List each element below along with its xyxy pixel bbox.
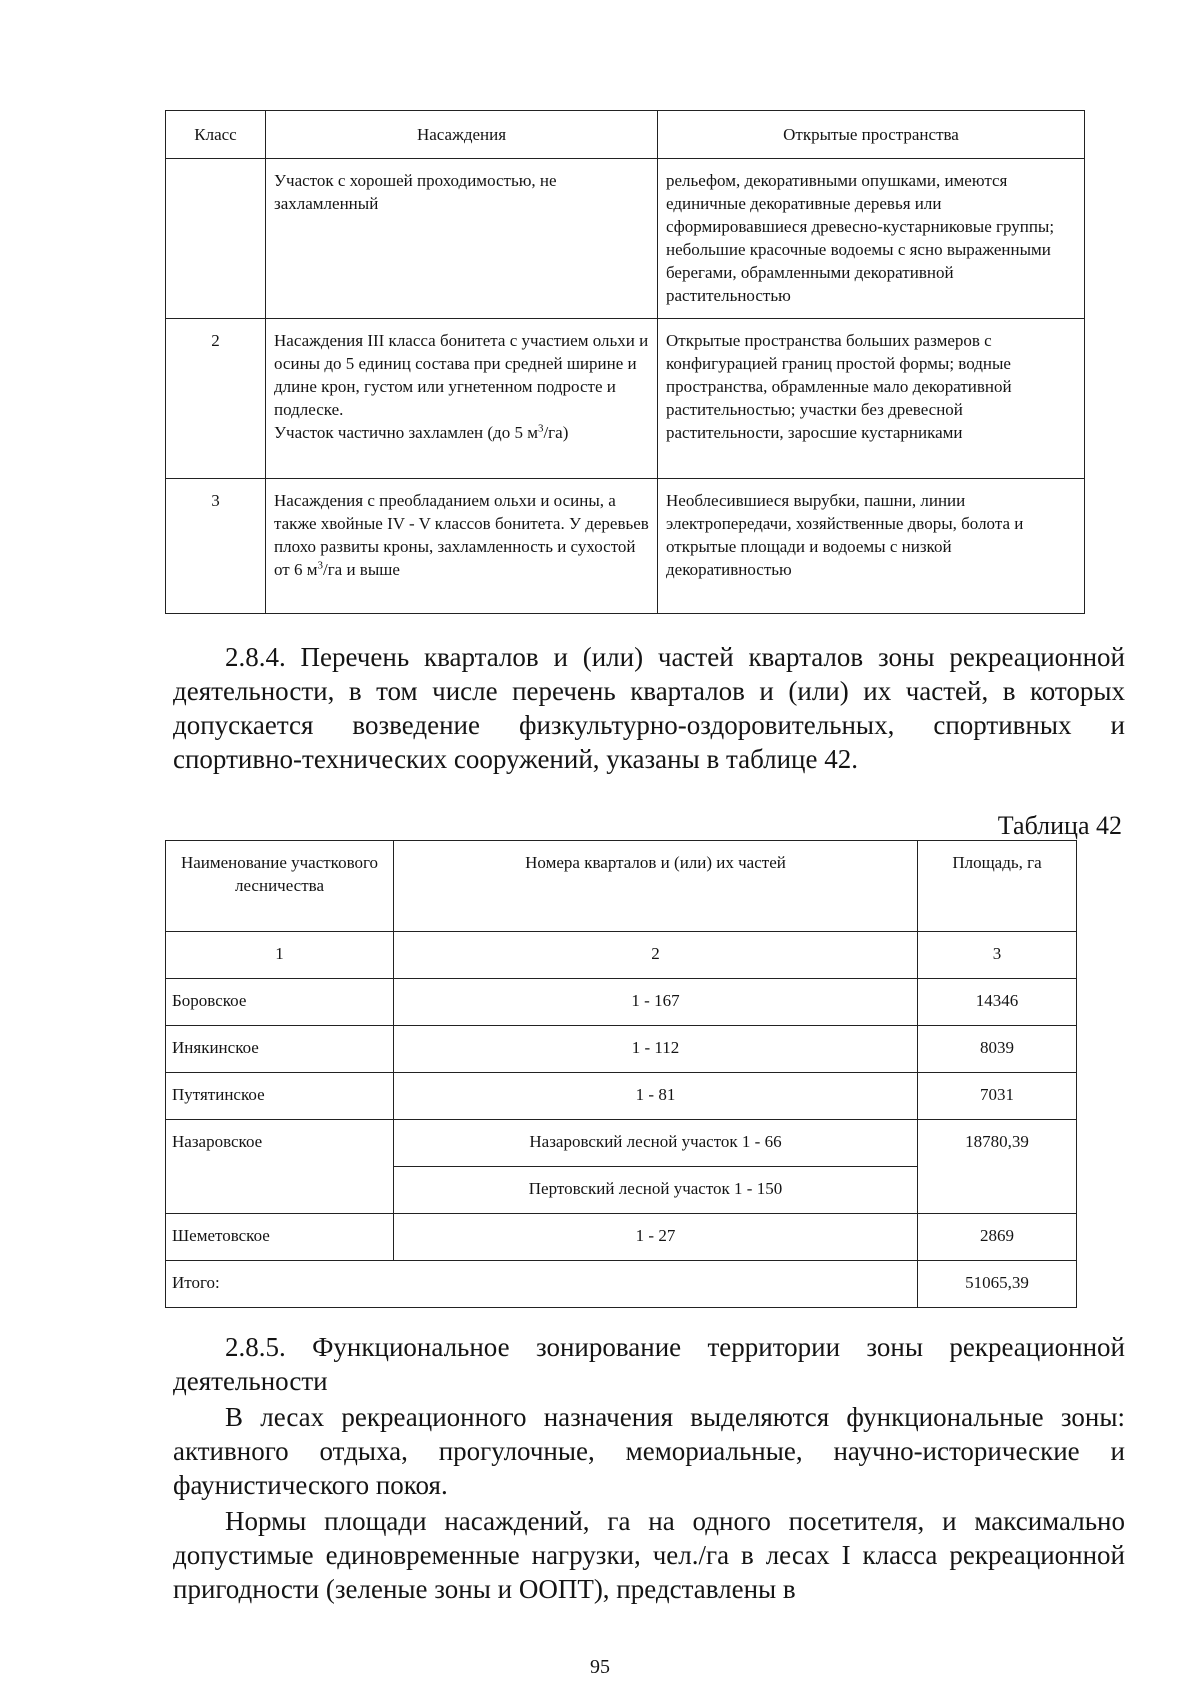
forestry-name: Боровское bbox=[166, 979, 394, 1026]
quarters: Назаровский лесной участок 1 - 66 bbox=[394, 1120, 918, 1167]
page-number: 95 bbox=[590, 1656, 610, 1678]
area: 14346 bbox=[918, 979, 1077, 1026]
open-spaces-cell: рельефом, декоративными опушками, имеются единичные декоративные деревья или сформировавшиеся древесно-кустарниковые группы; небольшие красочные водоемы с ясно выраженными берегами, обрамленными декоративной растительностью bbox=[658, 159, 1085, 319]
area: 7031 bbox=[918, 1073, 1077, 1120]
table-row bbox=[166, 1026, 1077, 1073]
table-row bbox=[166, 479, 1085, 614]
plantings-text: Участок частично захламлен (до 5 м bbox=[274, 423, 538, 442]
table-row bbox=[166, 1073, 1077, 1120]
forestry-name: Шеметовское bbox=[166, 1214, 394, 1261]
header-open-spaces: Открытые пространства bbox=[658, 111, 1085, 159]
table-header-row bbox=[166, 841, 1077, 932]
table-caption: Таблица 42 bbox=[997, 811, 1122, 840]
column-number: 3 bbox=[918, 932, 1077, 979]
plantings-cell bbox=[266, 319, 658, 479]
total-area: 51065,39 bbox=[918, 1261, 1077, 1308]
norms-paragraph: Нормы площади насаждений, га на одного посетителя, и максимально допустимые единовременные нагрузки, чел./га в лесах I класса рекреационной пригодности (зеленые зоны и ООПТ), представлены в bbox=[173, 1506, 1125, 1604]
table-row bbox=[166, 1120, 1077, 1167]
class-cell bbox=[166, 159, 266, 319]
header-class: Класс bbox=[166, 111, 266, 159]
class-cell: 2 bbox=[166, 319, 266, 479]
header-quarter-numbers: Номера кварталов и (или) их частей bbox=[394, 841, 918, 932]
quarters: 1 - 167 bbox=[394, 979, 918, 1026]
area: 2869 bbox=[918, 1214, 1077, 1261]
table-row bbox=[166, 319, 1085, 479]
plantings-text: Насаждения III класса бонитета с участием ольхи и осины до 5 единиц состава при средней ширине и длине крон, густом или угнетенном подросте и подлеске. bbox=[274, 331, 649, 419]
forestry-name: Инякинское bbox=[166, 1026, 394, 1073]
class-table bbox=[165, 110, 1085, 614]
open-spaces-cell: Необлесившиеся вырубки, пашни, линии электропередачи, хозяйственные дворы, болота и открытые площади и водоемы с низкой декоративностью bbox=[658, 479, 1085, 614]
header-plantings: Насаждения bbox=[266, 111, 658, 159]
table-header-row bbox=[166, 111, 1085, 159]
area: 8039 bbox=[918, 1026, 1077, 1073]
plantings-text: Насаждения с преобладанием ольхи и осины, а также хвойные IV - V классов бонитета. У деревьев плохо развиты кроны, захламленность и сухостой от 6 м bbox=[274, 491, 649, 579]
forestry-name: Путятинское bbox=[166, 1073, 394, 1120]
total-row bbox=[166, 1261, 1077, 1308]
quarters: 1 - 27 bbox=[394, 1214, 918, 1261]
numbering-row bbox=[166, 932, 1077, 979]
section-2-8-5-heading: 2.8.5. Функциональное зонирование территории зоны рекреационной деятельности bbox=[173, 1332, 1125, 1396]
section-2-8-4-paragraph: 2.8.4. Перечень кварталов и (или) частей кварталов зоны рекреационной деятельности, в том числе перечень кварталов и (или) их частей, в которых допускается возведение физкультурно-оздоровительных, спортивных и спортивно-технических сооружений, указаны в таблице 42. bbox=[173, 642, 1125, 774]
class-cell: 3 bbox=[166, 479, 266, 614]
quarters: 1 - 81 bbox=[394, 1073, 918, 1120]
plantings-text: /га) bbox=[543, 423, 569, 442]
column-number: 2 bbox=[394, 932, 918, 979]
table-row bbox=[166, 159, 1085, 319]
forestry-name: Назаровское bbox=[166, 1120, 394, 1214]
zones-paragraph: В лесах рекреационного назначения выделяются функциональные зоны: активного отдыха, прогулочные, мемориальные, научно-исторические и фаунистического покоя. bbox=[173, 1402, 1125, 1500]
header-area: Площадь, га bbox=[918, 841, 1077, 932]
superscript: 3 bbox=[317, 559, 323, 572]
quarters: Пертовский лесной участок 1 - 150 bbox=[394, 1167, 918, 1214]
plantings-cell bbox=[266, 479, 658, 614]
superscript: 3 bbox=[537, 422, 544, 435]
area: 18780,39 bbox=[918, 1120, 1077, 1214]
header-forestry-name: Наименование участкового лесничества bbox=[166, 841, 394, 932]
total-label: Итого: bbox=[166, 1261, 918, 1308]
column-number: 1 bbox=[166, 932, 394, 979]
open-spaces-cell: Открытые пространства больших размеров с конфигурацией границ простой формы; водные пространства, обрамленные мало декоративной растительностью; участки без древесной растительности, заросшие кустарниками bbox=[658, 319, 1085, 479]
quarters: 1 - 112 bbox=[394, 1026, 918, 1073]
plantings-text: /га и выше bbox=[322, 560, 400, 579]
plantings-cell: Участок с хорошей проходимостью, не захламленный bbox=[266, 159, 658, 319]
table-row bbox=[166, 979, 1077, 1026]
table-42 bbox=[165, 840, 1077, 1308]
table-row bbox=[166, 1214, 1077, 1261]
